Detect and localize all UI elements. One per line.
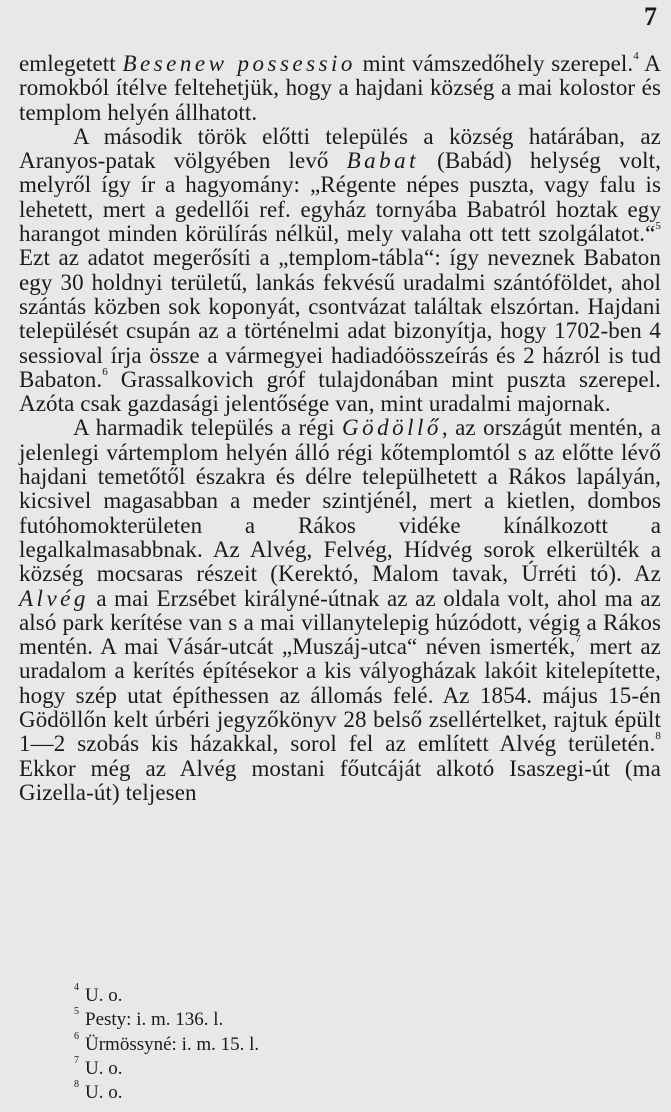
paragraph-2 bbox=[19, 125, 661, 417]
footnote-number: 6 bbox=[74, 1030, 79, 1042]
emphasized-place-name: Babat bbox=[346, 148, 420, 174]
footnote-number: 4 bbox=[74, 982, 79, 993]
footnote-reference: 5 bbox=[655, 220, 661, 233]
footnote-reference: 6 bbox=[102, 365, 108, 378]
footnote-number: 7 bbox=[74, 1054, 79, 1066]
paragraph-1 bbox=[19, 52, 661, 125]
emphasized-place-name: Alvég bbox=[19, 585, 89, 611]
text-run: A harmadik település a régi bbox=[73, 415, 343, 441]
text-run: A második török előtti település a község határában, az Aranyos-patak völgyében levő bbox=[19, 123, 661, 174]
footnote-text: Pesty: i. m. 136. l. bbox=[85, 1009, 224, 1031]
footnote-6 bbox=[74, 1030, 260, 1057]
footnote-7 bbox=[74, 1054, 259, 1081]
footnote-5 bbox=[74, 1008, 259, 1032]
text-run: Ezt az adatot megerősíti a „templom-tábla“: így neveznek Babaton egy 30 holdnyi területű, lankás fekvésű uradalmi szántóföldet, ahol szántás közben sok koponyát, csontvázat találtak elszórtan. Hajdani települését csupán az a történelmi adat bizonyítja, hogy 1702-ben 4 sessioval írja össze a vármegyei hadiadóösszeírás és 2 házról is tud Babaton. bbox=[19, 245, 661, 392]
text-run: Ekkor még az Alvég mostani főutcáját alkotó Isaszegi-út (ma Gizella-út) teljesen bbox=[19, 755, 661, 805]
text-run: emlegetett bbox=[19, 51, 123, 76]
footnote-text: U. o. bbox=[85, 1057, 123, 1079]
footnote-8 bbox=[74, 1081, 259, 1105]
footnote-number: 8 bbox=[74, 1079, 79, 1091]
footnote-number: 5 bbox=[74, 1006, 79, 1018]
footnote-reference: 4 bbox=[633, 50, 639, 62]
footnote-text: U. o. bbox=[85, 985, 123, 1006]
text-run: mint vámszedőhely szerepel. bbox=[355, 51, 634, 76]
text-run: mert az uradalom a kerítés építésekor a kis vályogházak lakóit kitelepítette, hogy szép utat építhessen az állomás felé. Az 1854. május 15-én Gödöllőn kelt úrbéri jegyzőkönyv 28 belső zsellértelket, rajtuk épült 1—2 szobás kis házakkal, sorol fel az említett Alvég területén. bbox=[19, 634, 661, 757]
footnote-text: U. o. bbox=[85, 1082, 123, 1104]
text-run: (Babád) helység volt, melyről így ír a hagyomány: „Régente népes puszta, vagy falu is lehetett, mert a gedellői ref. egyház tornyába Babatról hoztak egy harangot minden körülírás nélkül, mely valaha ott tett szolgálatot.“ bbox=[19, 148, 661, 247]
page-number: 7 bbox=[644, 2, 657, 31]
footnote-reference: 8 bbox=[655, 730, 661, 743]
footnote-reference: 7 bbox=[575, 633, 582, 646]
text-run: Grassalkovich gróf tulajdonában mint puszta szerepel. Azóta csak gazdasági jelentősége van, mint uradalmi majornak. bbox=[19, 366, 661, 417]
emphasized-place-name: Gödöllő bbox=[342, 415, 442, 441]
footnote-4 bbox=[74, 984, 259, 1008]
footnotes bbox=[74, 984, 259, 1105]
emphasized-place-name: Besenew possessio bbox=[122, 51, 356, 76]
text-run: , az országút mentén, a jelenlegi vártemplom helyén álló régi kőtemplomtól s az előtte lévő hajdani temetőtől északra és délre települhetett a Rákos lapályán, kicsivel magasabban a meder szintjénél, mert a kietlen, dombos futóhomokterületen a Rákos vidéke kínálkozott a legalkalmasabbnak. Az Alvég, Felvég, Hídvég sorok elkerülték a község mocsaras részeit (Kerektó, Malom tavak, Úrréti tó). Az bbox=[19, 415, 661, 587]
body-text bbox=[19, 52, 661, 805]
text-run: a mai Erzsébet királyné-útnak az az oldala volt, ahol ma az alsó park kerítése van s a mai villanytelepig húzódott, végig a Rákos mentén. A mai Vásár-utcát „Muszáj-utca“ néven ismerték, bbox=[19, 585, 661, 660]
paragraph-3 bbox=[19, 416, 661, 805]
footnote-text: Ürmössyné: i. m. 15. l. bbox=[85, 1033, 260, 1055]
text-run: A romokból ítélve feltehetjük, hogy a hajdani község a mai kolostor és templom helyén állhatott. bbox=[19, 51, 662, 125]
